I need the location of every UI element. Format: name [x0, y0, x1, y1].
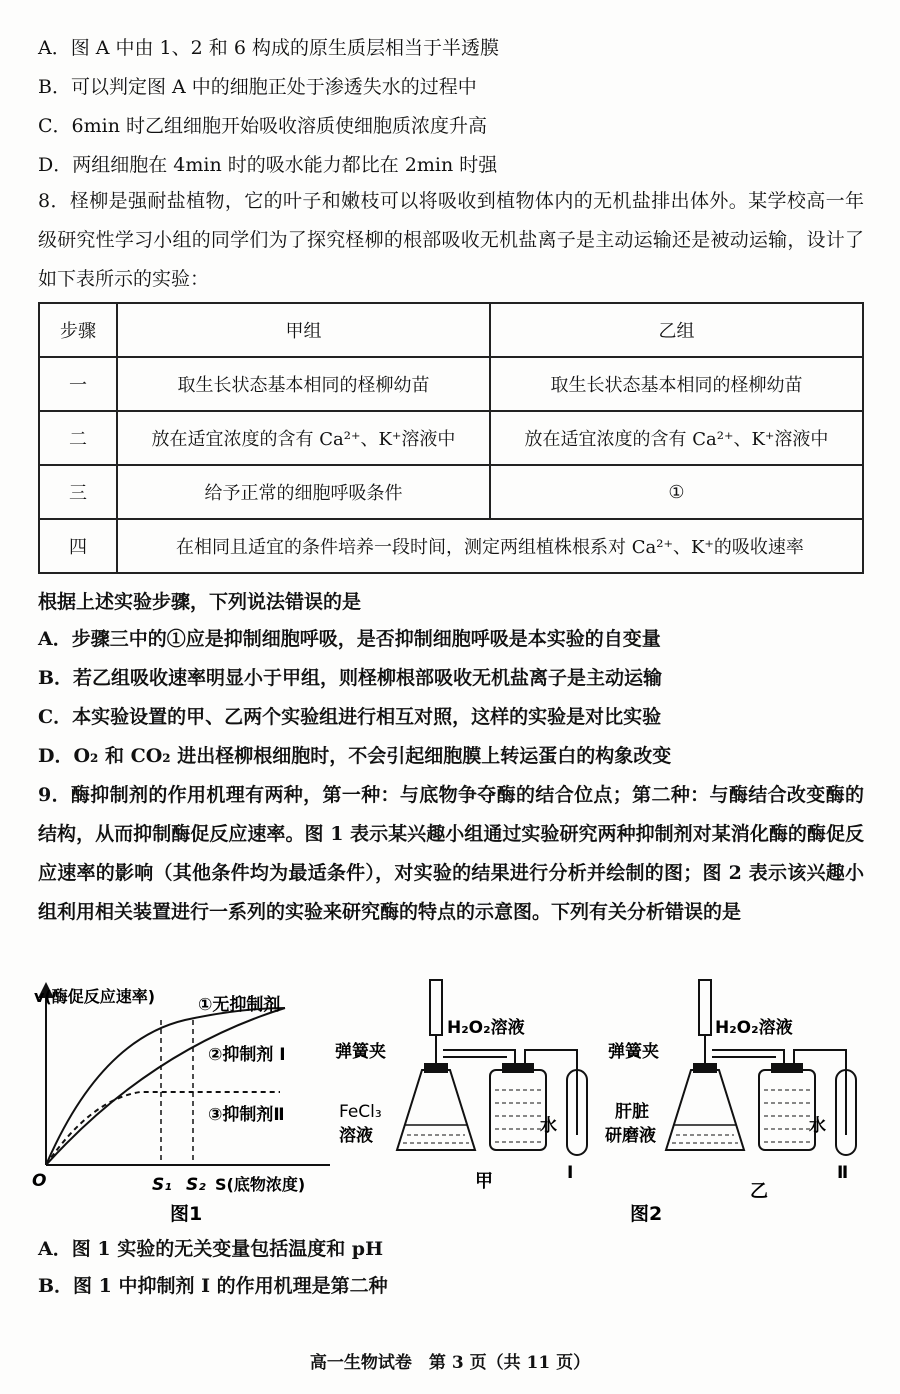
x-axis-label: S(底物浓度) — [215, 1175, 306, 1194]
table-header-cell: 乙组 — [490, 303, 863, 357]
water-label-jia: 水 — [540, 1116, 557, 1136]
table-cell: 四 — [39, 519, 117, 573]
q8-option-c: C．本实验设置的甲、乙两个实验组进行相互对照，这样的实验是对比实验 — [38, 706, 662, 728]
table-cell: 三 — [39, 465, 117, 519]
table-cell: 在相同且适宜的条件培养一段时间，测定两组植株根系对 Ca²⁺、K⁺的吸收速率 — [117, 519, 863, 573]
q9-option-a: A．图 1 实验的无关变量包括温度和 pH — [38, 1238, 384, 1260]
table-header-row — [39, 303, 863, 357]
table-cell: 取生长状态基本相同的柽柳幼苗 — [117, 357, 490, 411]
h2o2-label-yi: H₂O₂溶液 — [715, 1018, 793, 1038]
curve-label-3: ③抑制剂Ⅱ — [208, 1105, 285, 1125]
liver-label-1: 肝脏 — [615, 1102, 649, 1122]
q8-question: 根据上述实验步骤，下列说法错误的是 — [38, 591, 362, 613]
apparatus-yi — [666, 980, 856, 1155]
table-cell: 一 — [39, 357, 117, 411]
table-cell: 放在适宜浓度的含有 Ca²⁺、K⁺溶液中 — [117, 411, 490, 465]
q8-option-d: D．O₂ 和 CO₂ 进出柽柳根细胞时，不会引起细胞膜上转运蛋白的构象改变 — [38, 745, 672, 767]
s1-label: S₁ — [152, 1175, 172, 1195]
curve-label-2: ②抑制剂 I — [208, 1045, 286, 1065]
water-label-yi: 水 — [809, 1116, 826, 1136]
liver-label-2: 研磨液 — [605, 1126, 656, 1146]
apparatus-jia — [397, 980, 587, 1155]
page-footer: 高一生物试卷 第 3 页（共 11 页） — [309, 1353, 591, 1373]
tube-label-2: Ⅱ — [837, 1163, 849, 1183]
y-axis-label: v(酶促反应速率) — [34, 987, 156, 1006]
curve-label-1: ①无抑制剂 — [198, 995, 281, 1015]
table-cell: 放在适宜浓度的含有 Ca²⁺、K⁺溶液中 — [490, 411, 863, 465]
curve-inhibitor-1 — [46, 1008, 285, 1165]
table-header-cell: 甲组 — [117, 303, 490, 357]
s2-label: S₂ — [186, 1175, 206, 1195]
table-cell: 取生长状态基本相同的柽柳幼苗 — [490, 357, 863, 411]
q8-option-b: B．若乙组吸收速率明显小于甲组，则柽柳根部吸收无机盐离子是主动运输 — [38, 667, 663, 689]
experiment-table — [38, 302, 864, 574]
q7-option-a: A．图 A 中由 1、2 和 6 构成的原生质层相当于半透膜 — [38, 37, 499, 59]
q7-option-d: D．两组细胞在 4min 时的吸水能力都比在 2min 时强 — [38, 154, 498, 176]
origin-label: O — [32, 1171, 47, 1191]
figure-1 — [30, 980, 360, 1230]
table-cell: 给予正常的细胞呼吸条件 — [117, 465, 490, 519]
curve-no-inhibitor — [46, 1008, 285, 1165]
tube-label-1: I — [567, 1163, 574, 1183]
label-jia: 甲 — [475, 1171, 493, 1192]
q7-option-c: C．6min 时乙组细胞开始吸收溶质使细胞质浓度升高 — [38, 115, 487, 137]
q9-stem: 9．酶抑制剂的作用机理有两种，第一种：与底物争夺酶的结合位点；第二种：与酶结合改变酶的结构，从而抑制酶促反应速率。图 1 表示某兴趣小组通过实验研究两种抑制剂对某消化酶的酶促反应速率的影响（其他条件均为最适条件），对实验的结果进行分析并绘制的图；图 2 表示该兴趣小组利用相关装置进行一系列的实验来研究酶的特点的示意图。下列有关分析错误的是 — [38, 784, 864, 923]
q9-option-b: B．图 1 中抑制剂 I 的作用机理是第二种 — [38, 1275, 388, 1297]
label-yi: 乙 — [750, 1181, 768, 1202]
fecl3-solution-label: 溶液 — [339, 1126, 373, 1146]
figure-2-caption: 图2 — [630, 1203, 663, 1225]
figure-1-caption: 图1 — [170, 1203, 203, 1225]
table-cell: ① — [490, 465, 863, 519]
q8-stem: 8．柽柳是强耐盐植物，它的叶子和嫩枝可以将吸收到植物体内的无机盐排出体外。某学校高一年级研究性学习小组的同学们为了探究柽柳的根部吸收无机盐离子是主动运输还是被动运输，设计了如下表所示的实验： — [38, 190, 864, 290]
table-cell: 二 — [39, 411, 117, 465]
table-row — [39, 519, 863, 573]
q7-option-b: B．可以判定图 A 中的细胞正处于渗透失水的过程中 — [38, 76, 477, 98]
table-row — [39, 357, 863, 411]
fecl3-label: FeCl₃ — [339, 1102, 382, 1122]
clamp-label-yi: 弹簧夹 — [608, 1042, 659, 1062]
table-row — [39, 411, 863, 465]
figure-2 — [335, 975, 880, 1235]
table-row — [39, 465, 863, 519]
h2o2-label-jia: H₂O₂溶液 — [447, 1018, 525, 1038]
q8-option-a: A．步骤三中的①应是抑制细胞呼吸，是否抑制细胞呼吸是本实验的自变量 — [38, 628, 661, 650]
table-header-cell: 步骤 — [39, 303, 117, 357]
clamp-label-jia: 弹簧夹 — [335, 1042, 386, 1062]
